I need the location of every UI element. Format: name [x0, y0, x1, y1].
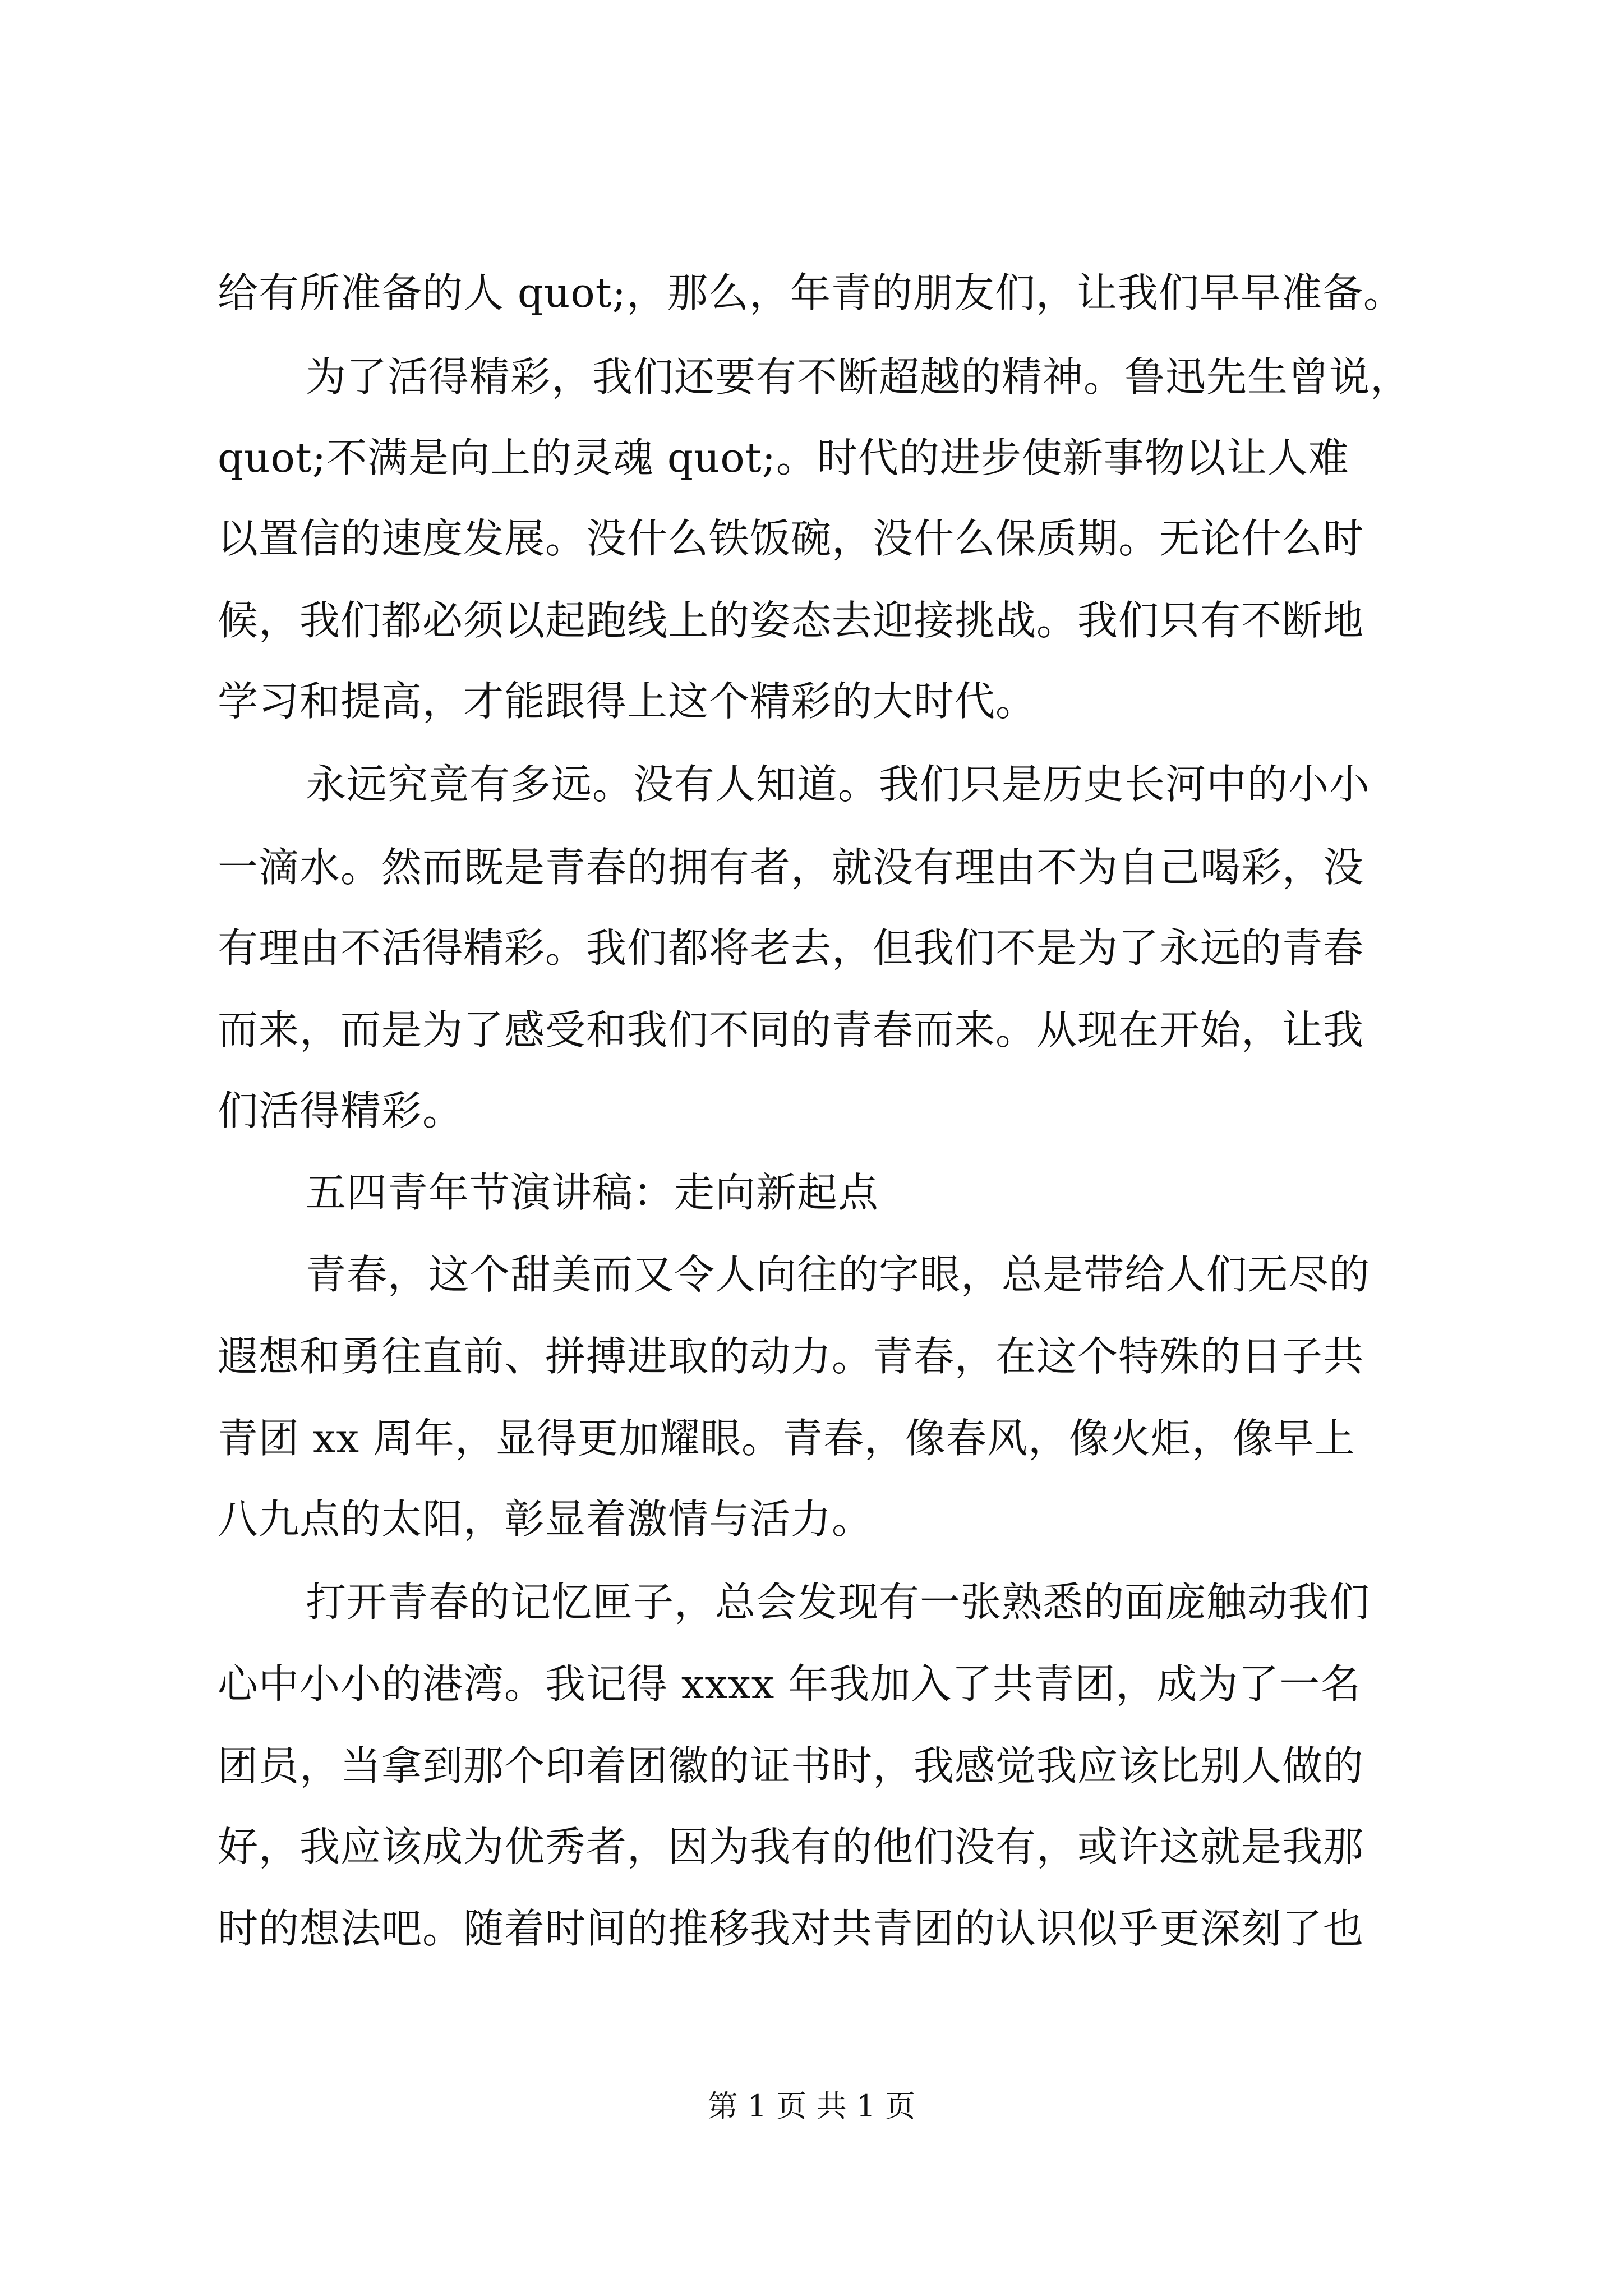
paragraph-start-line: 青春，这个甜美而又令人向往的字眼，总是带给人们无尽的 [306, 1251, 1371, 1298]
text-line: 遐想和勇往直前、拼搏进取的动力。青春，在这个特殊的日子共 [218, 1333, 1364, 1380]
text-line: quot;不满是向上的灵魂 quot;。时代的进步使新事物以让人难 [218, 434, 1349, 481]
text-line: 团员，当拿到那个印着团徽的证书时，我感觉我应该比别人做的 [218, 1742, 1364, 1789]
text-line: 心中小小的港湾。我记得 xxxx 年我加入了共青团，成为了一名 [218, 1660, 1362, 1708]
text-line: 有理由不活得精彩。我们都将老去，但我们不是为了永远的青春 [218, 924, 1364, 972]
text-line: 学习和提高，才能跟得上这个精彩的大时代。 [218, 678, 1037, 725]
text-line: 候，我们都必须以起跑线上的姿态去迎接挑战。我们只有不断地 [218, 597, 1364, 644]
text-line: 一滴水。然而既是青春的拥有者，就没有理由不为自己喝彩，没 [218, 844, 1364, 891]
paragraph-start-line: 打开青春的记忆匣子，总会发现有一张熟悉的面庞触动我们 [306, 1579, 1371, 1626]
paragraph-start-line: 永远究竟有多远。没有人知道。我们只是历史长河中的小小 [306, 761, 1371, 808]
text-line: 时的想法吧。随着时间的推移我对共青团的认识似乎更深刻了也 [218, 1905, 1364, 1952]
text-line: 给有所准备的人 quot;，那么，年青的朋友们，让我们早早准备。 [218, 269, 1404, 316]
text-line: 青团 xx 周年，显得更加耀眼。青春，像春风，像火炬，像早上 [218, 1415, 1355, 1462]
text-line: 以置信的速度发展。没什么铁饭碗，没什么保质期。无论什么时 [218, 515, 1364, 562]
text-line: 好，我应该成为优秀者，因为我有的他们没有，或许这就是我那 [218, 1823, 1364, 1870]
text-line: 八九点的太阳，彰显着激情与活力。 [218, 1496, 873, 1543]
text-line: 而来，而是为了感受和我们不同的青春而来。从现在开始，让我 [218, 1006, 1364, 1053]
paragraph-start-line: 为了活得精彩，我们还要有不断超越的精神。鲁迅先生曾说， [306, 353, 1412, 401]
text-line: 们活得精彩。 [218, 1087, 464, 1134]
page-footer: 第 1 页 共 1 页 [707, 2088, 916, 2124]
section-heading: 五四青年节演讲稿：走向新起点 [306, 1169, 879, 1216]
